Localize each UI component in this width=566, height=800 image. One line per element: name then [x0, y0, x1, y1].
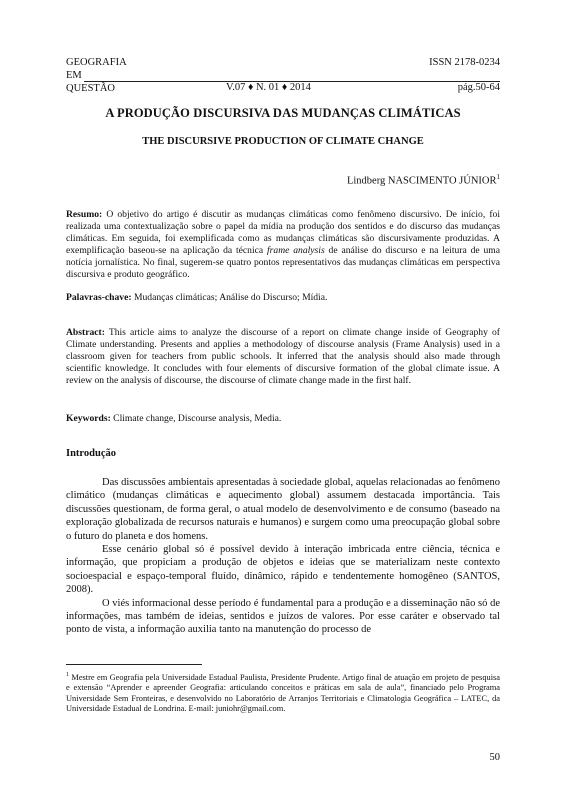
abstract-label: Abstract:: [66, 327, 105, 338]
footnote-rule: [66, 664, 202, 665]
abstract-block: [66, 327, 500, 387]
section-heading: Introdução: [66, 448, 116, 459]
journal-name-line3: QUESTÃO: [66, 83, 115, 94]
footnote-text: Mestre em Geografia pela Universidade Estadual Paulista, Presidente Prudente. Artigo final de atuação em projeto de pesquisa e extensão “Aprender e apreender Geografia: articulando conceitos e práticas em sala de aula”, financiado pelo Programa Universidade Sem Fronteiras, e desenvolvido no Laboratório de Arranjos Territoriais e Climatologia Geográfica – LATEC, da Universidade Estadual de Londrina. E-mail: juniohr@gmail.com.: [66, 672, 500, 714]
keywords-text: Climate change, Discourse analysis, Media.: [110, 413, 282, 424]
page-range: pág.50-64: [457, 82, 500, 93]
paragraph: Esse cenário global só é possível devido à interação imbricada entre ciência, técnica e informação, que propiciam a produção de objetos e ideias que se materializam neste contexto socioespacial e espaço-temporal fluído, dinâmico, rápido e tendentemente homogêneo (SANTOS, 2008).: [66, 544, 500, 596]
issn: ISSN 2178-0234: [429, 57, 500, 68]
journal-name-line1: GEOGRAFIA: [66, 57, 127, 68]
palavras-text: Mudanças climáticas; Análise do Discurso; Mídia.: [131, 292, 328, 303]
palavras-chave: [66, 292, 500, 303]
resumo-italic-term: frame analysis: [267, 245, 325, 256]
page-number: 50: [489, 752, 500, 763]
article-title: A PRODUÇÃO DISCURSIVA DAS MUDANÇAS CLIMÁTICAS: [105, 106, 461, 120]
journal-name-line2: EM: [66, 70, 82, 81]
paragraph: O viés informacional desse período é fundamental para a produção e a disseminação não só de informações, mas também de ideias, sentidos e juízos de valores. Por esse caráter e observado tal ponto de vista, a informação auxilia tanto na manutenção do processo de: [66, 597, 500, 636]
author-line: [347, 173, 500, 187]
article-subtitle: THE DISCURSIVE PRODUCTION OF CLIMATE CHANGE: [142, 136, 424, 147]
body-text: [66, 476, 500, 637]
paragraph: Das discussões ambientais apresentadas à sociedade global, aquelas relacionadas ao fenômeno climático (mudanças climáticas e aquecimento global) assumem destacada importância. Tais discussões questionam, de forma geral, o atual modelo de desenvolvimento e de consumo (baseado na exploração globalizada de recursos naturais e humanos) e surgem como uma preocupação global sobre o futuro do planeta e dos homens.: [66, 477, 500, 542]
footnote: [66, 670, 500, 714]
resumo-label: Resumo:: [66, 209, 103, 220]
keywords-label: Keywords:: [66, 413, 111, 424]
resumo-text-b: de análise do discurso e na leitura de uma notícia jornalística. No final, sugerem-se quatro pontos representativos das mudanças climáticas em perspectiva discursiva e produto geográfico.: [66, 245, 501, 280]
author-footnote-mark[interactable]: 1: [496, 173, 500, 181]
abstract-text: This article aims to analyze the discourse of a report on climate change inside of Geography of Climate understanding. Presents and applies a methodology of discourse analysis (Frame Analysis) used in a classroom given for teachers from public schools. It inferred that the analysis should also made through scientific knowledge. It concludes with four elements of discursive formation of the global climate issue. A review on the analysis of discourse, the discourse of climate change made in the first half.: [66, 327, 500, 386]
volume-info: V.07 ♦ N. 01 ♦ 2014: [226, 82, 311, 93]
resumo-text-a: O objetivo do artigo é discutir as mudanças climáticas como fenômeno discursivo. De início, foi realizada uma contextualização sobre o papel da mídia na produção dos sentidos e do discurso das mudanças climáticas. Em seguida, foi exemplificada como as mudanças climáticas são discursivamente produzidas. A exemplificação baseou-se na aplicação da técnica: [66, 209, 500, 256]
palavras-label: Palavras-chave:: [66, 292, 132, 303]
keywords: [66, 413, 500, 424]
footnote-mark: 1: [66, 672, 69, 678]
resumo-block: [66, 209, 500, 281]
author-name: Lindberg NASCIMENTO JÚNIOR: [346, 175, 497, 187]
